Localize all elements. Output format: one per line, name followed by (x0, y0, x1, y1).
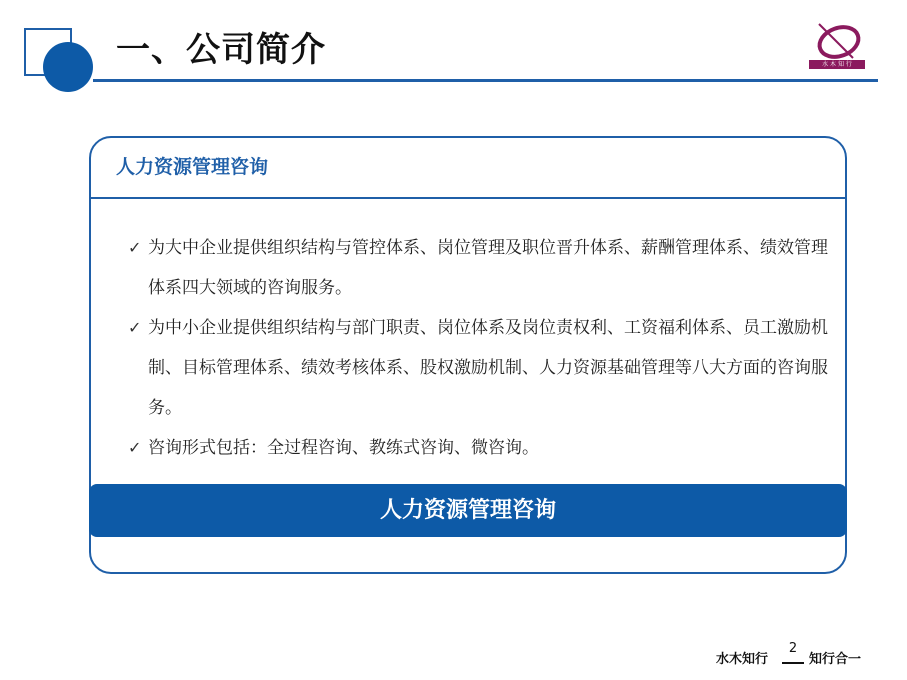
list-item (128, 308, 828, 428)
header-divider (93, 79, 878, 82)
list-item (128, 228, 828, 308)
bullet-list (128, 228, 828, 468)
bullet-text: 为中小企业提供组织结构与部门职责、岗位体系及岗位责权利、工资福利体系、员工激励机制、目标管理体系、绩效考核体系、股权激励机制、人力资源基础管理等八大方面的咨询服务。 (148, 318, 828, 418)
bullet-text: 咨询形式包括：全过程咨询、教练式咨询、微咨询。 (148, 438, 539, 458)
page-title: 一、公司简介 (116, 30, 326, 70)
check-icon: ✓ (128, 238, 142, 257)
banner-label: 人力资源管理咨询 (89, 484, 847, 537)
page-number-underline (782, 662, 804, 664)
card-heading: 人力资源管理咨询 (116, 156, 269, 178)
footer-company-name: 水木知行 (716, 652, 769, 667)
list-item (128, 428, 828, 468)
logo-text: 水 木 知 行 (809, 60, 865, 69)
bullet-text: 为大中企业提供组织结构与管控体系、岗位管理及职位晋升体系、薪酬管理体系、绩效管理体系四大领域的咨询服务。 (148, 238, 828, 298)
check-icon: ✓ (128, 438, 142, 457)
footer-slogan: 知行合一 (809, 652, 862, 667)
check-icon: ✓ (128, 318, 142, 337)
card-divider (89, 197, 847, 199)
page-number: 2 (788, 641, 798, 656)
decorative-circle (43, 42, 93, 92)
